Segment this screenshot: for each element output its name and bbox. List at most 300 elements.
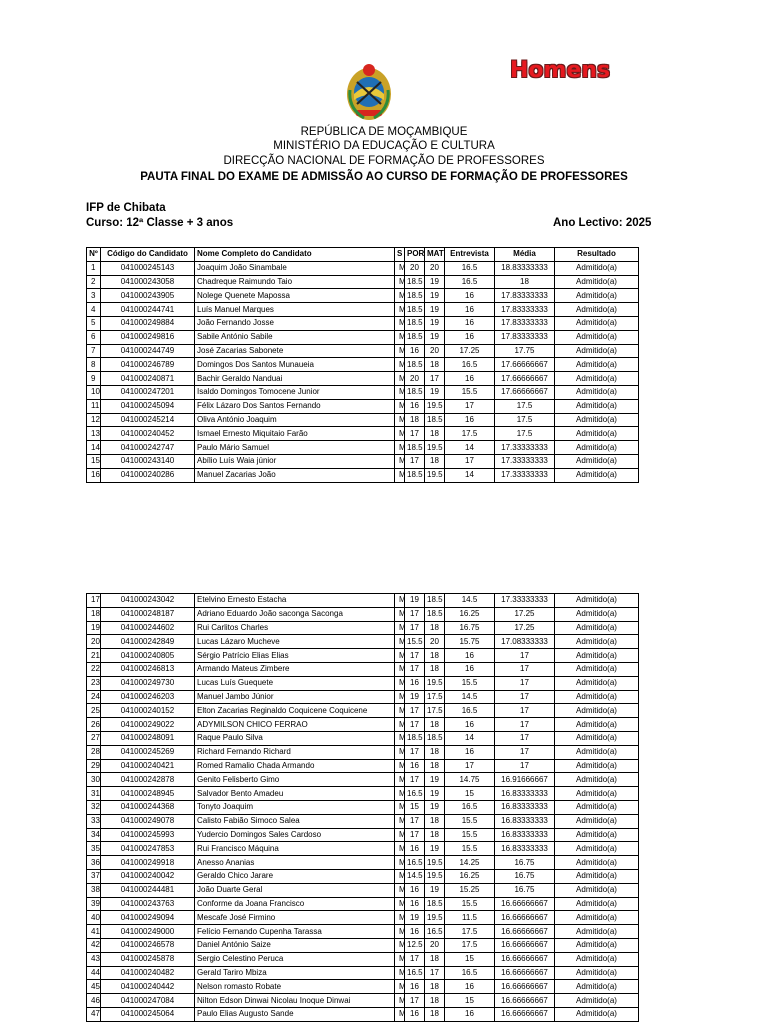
cell-col-full-name: Abílio Luís Waia júnior [195, 454, 395, 468]
cell-col-candidate-code: 041000240871 [101, 372, 195, 386]
cell-col-por: 17 [405, 607, 425, 621]
cell-col-full-name: Paulo Mário Samuel [195, 441, 395, 455]
table-row [87, 607, 639, 621]
cell-col-average: 17.25 [495, 607, 555, 621]
cell-col-por: 15 [405, 800, 425, 814]
cell-col-result: Admitido(a) [555, 275, 639, 289]
cell-col-candidate-code: 041000249816 [101, 330, 195, 344]
table-row [87, 883, 639, 897]
cell-col-number: 40 [87, 911, 101, 925]
cell-col-mat: 19.5 [425, 399, 445, 413]
cell-col-candidate-code: 041000240482 [101, 966, 195, 980]
cell-col-por: 14.5 [405, 869, 425, 883]
cell-col-sex: M [395, 662, 405, 676]
cell-col-average: 17.25 [495, 621, 555, 635]
table-row [87, 372, 639, 386]
cell-col-result: Admitido(a) [555, 358, 639, 372]
table-row [87, 704, 639, 718]
year-label: Ano Lectivo: 2025 [553, 217, 652, 229]
cell-col-sex: M [395, 814, 405, 828]
cell-col-average: 17 [495, 745, 555, 759]
cell-col-result: Admitido(a) [555, 372, 639, 386]
cell-col-por: 16 [405, 897, 425, 911]
cell-col-full-name: Nolege Quenete Mapossa [195, 289, 395, 303]
cell-col-result: Admitido(a) [555, 399, 639, 413]
cell-col-por: 18.5 [405, 468, 425, 482]
cell-col-average: 17.33333333 [495, 441, 555, 455]
cell-col-number: 4 [87, 303, 101, 317]
cell-col-interview: 15.5 [445, 676, 495, 690]
cell-col-interview: 16.5 [445, 800, 495, 814]
cell-col-sex: M [395, 275, 405, 289]
cell-col-mat: 18 [425, 745, 445, 759]
cell-col-average: 16.83333333 [495, 842, 555, 856]
cell-col-mat: 16.5 [425, 925, 445, 939]
cell-col-full-name: João Fernando Josse [195, 316, 395, 330]
cell-col-full-name: Genito Felisberto Gimo [195, 773, 395, 787]
cell-col-number: 9 [87, 372, 101, 386]
cell-col-interview: 16 [445, 316, 495, 330]
table-row [87, 994, 639, 1008]
cell-col-average: 17.08333333 [495, 635, 555, 649]
cell-col-interview: 15.5 [445, 385, 495, 399]
cell-col-number: 30 [87, 773, 101, 787]
cell-col-por: 18.5 [405, 275, 425, 289]
cell-col-average: 17.5 [495, 399, 555, 413]
cell-col-por: 18.5 [405, 303, 425, 317]
cell-col-result: Admitido(a) [555, 938, 639, 952]
cell-col-sex: M [395, 856, 405, 870]
cell-col-por: 18.5 [405, 358, 425, 372]
cell-col-result: Admitido(a) [555, 731, 639, 745]
cell-col-number: 37 [87, 869, 101, 883]
cell-col-result: Admitido(a) [555, 980, 639, 994]
cell-col-result: Admitido(a) [555, 773, 639, 787]
cell-col-number: 26 [87, 718, 101, 732]
cell-col-full-name: Nilton Edson Dinwai Nicolau Inoque Dinwai [195, 994, 395, 1008]
cell-col-sex: M [395, 869, 405, 883]
cell-col-candidate-code: 041000249918 [101, 856, 195, 870]
cell-col-candidate-code: 041000247853 [101, 842, 195, 856]
cell-col-candidate-code: 041000246203 [101, 690, 195, 704]
cell-col-result: Admitido(a) [555, 745, 639, 759]
table-body [87, 594, 639, 1022]
cell-col-number: 32 [87, 800, 101, 814]
cell-col-full-name: Luís Manuel Marques [195, 303, 395, 317]
cell-col-number: 3 [87, 289, 101, 303]
cell-col-average: 17.66666667 [495, 358, 555, 372]
cell-col-average: 17.83333333 [495, 316, 555, 330]
cell-col-candidate-code: 041000244741 [101, 303, 195, 317]
cell-col-candidate-code: 041000245269 [101, 745, 195, 759]
cell-col-mat: 18.5 [425, 607, 445, 621]
cell-col-result: Admitido(a) [555, 800, 639, 814]
cell-col-number: 34 [87, 828, 101, 842]
cell-col-result: Admitido(a) [555, 316, 639, 330]
cell-col-candidate-code: 041000246789 [101, 358, 195, 372]
cell-col-candidate-code: 041000242878 [101, 773, 195, 787]
cell-col-average: 17.33333333 [495, 454, 555, 468]
table-row [87, 427, 639, 441]
cell-col-mat: 18 [425, 649, 445, 663]
header-ministry: MINISTÉRIO DA EDUCAÇÃO E CULTURA [273, 140, 495, 152]
cell-col-sex: M [395, 690, 405, 704]
cell-col-number: 8 [87, 358, 101, 372]
cell-col-por: 18.5 [405, 385, 425, 399]
cell-col-full-name: Paulo Elias Augusto Sande [195, 1007, 395, 1021]
cell-col-interview: 17.25 [445, 344, 495, 358]
cell-col-average: 16.75 [495, 883, 555, 897]
cell-col-result: Admitido(a) [555, 662, 639, 676]
cell-col-number: 45 [87, 980, 101, 994]
cell-col-average: 17.83333333 [495, 289, 555, 303]
cell-col-candidate-code: 041000240286 [101, 468, 195, 482]
cell-col-sex: M [395, 925, 405, 939]
cell-col-candidate-code: 041000245064 [101, 1007, 195, 1021]
cell-col-mat: 19 [425, 275, 445, 289]
cell-col-mat: 20 [425, 938, 445, 952]
cell-col-sex: M [395, 344, 405, 358]
cell-col-candidate-code: 041000243058 [101, 275, 195, 289]
cell-col-sex: M [395, 828, 405, 842]
table-row [87, 718, 639, 732]
cell-col-result: Admitido(a) [555, 704, 639, 718]
cell-col-average: 18 [495, 275, 555, 289]
cell-col-por: 18 [405, 413, 425, 427]
gender-badge: Homens [510, 58, 611, 83]
cell-col-candidate-code: 041000246578 [101, 938, 195, 952]
cell-col-mat: 18 [425, 759, 445, 773]
cell-col-result: Admitido(a) [555, 427, 639, 441]
cell-col-candidate-code: 041000244602 [101, 621, 195, 635]
cell-col-average: 17 [495, 676, 555, 690]
cell-col-average: 17.33333333 [495, 468, 555, 482]
cell-col-mat: 17.5 [425, 704, 445, 718]
cell-col-result: Admitido(a) [555, 759, 639, 773]
cell-col-interview: 16.5 [445, 358, 495, 372]
cell-col-result: Admitido(a) [555, 911, 639, 925]
cell-col-por: 16.5 [405, 856, 425, 870]
table-row [87, 897, 639, 911]
cell-col-result: Admitido(a) [555, 289, 639, 303]
cell-col-interview: 16 [445, 662, 495, 676]
cell-col-result: Admitido(a) [555, 385, 639, 399]
cell-col-candidate-code: 041000240042 [101, 869, 195, 883]
cell-col-candidate-code: 041000245094 [101, 399, 195, 413]
cell-col-average: 16.66666667 [495, 994, 555, 1008]
cell-col-number: 35 [87, 842, 101, 856]
cell-col-result: Admitido(a) [555, 635, 639, 649]
cell-col-number: 27 [87, 731, 101, 745]
table-row [87, 731, 639, 745]
cell-col-sex: M [395, 676, 405, 690]
cell-col-por: 18.5 [405, 441, 425, 455]
cell-col-interview: 17.5 [445, 938, 495, 952]
cell-col-interview: 17.5 [445, 427, 495, 441]
cell-col-full-name: Domingos Dos Santos Munaueia [195, 358, 395, 372]
cell-col-full-name: Romed Ramalio Chada Armando [195, 759, 395, 773]
cell-col-candidate-code: 041000240421 [101, 759, 195, 773]
header-col-number: Nº [87, 248, 101, 262]
table-row [87, 980, 639, 994]
cell-col-interview: 15.25 [445, 883, 495, 897]
cell-col-sex: M [395, 1007, 405, 1021]
cell-col-interview: 17 [445, 454, 495, 468]
cell-col-por: 17 [405, 704, 425, 718]
cell-col-interview: 16.5 [445, 704, 495, 718]
cell-col-full-name: Manuel Jambo Júnior [195, 690, 395, 704]
cell-col-average: 17 [495, 731, 555, 745]
table-row [87, 690, 639, 704]
cell-col-full-name: Geraldo Chico Jarare [195, 869, 395, 883]
cell-col-mat: 18 [425, 621, 445, 635]
cell-col-full-name: Sergio Celestino Peruca [195, 952, 395, 966]
cell-col-mat: 18 [425, 662, 445, 676]
cell-col-mat: 17 [425, 372, 445, 386]
table-row [87, 635, 639, 649]
table-row [87, 800, 639, 814]
cell-col-result: Admitido(a) [555, 897, 639, 911]
cell-col-result: Admitido(a) [555, 1007, 639, 1021]
cell-col-full-name: Sérgio Patrício Elias Elias [195, 649, 395, 663]
cell-col-por: 20 [405, 372, 425, 386]
cell-col-mat: 18 [425, 952, 445, 966]
cell-col-interview: 14.25 [445, 856, 495, 870]
cell-col-interview: 17 [445, 759, 495, 773]
table-row [87, 759, 639, 773]
cell-col-number: 38 [87, 883, 101, 897]
header-col-por: POR [405, 248, 425, 262]
cell-col-interview: 16.25 [445, 607, 495, 621]
cell-col-mat: 18.5 [425, 731, 445, 745]
cell-col-sex: M [395, 330, 405, 344]
table-row [87, 316, 639, 330]
cell-col-average: 16.91666667 [495, 773, 555, 787]
cell-col-candidate-code: 041000249094 [101, 911, 195, 925]
cell-col-interview: 14 [445, 468, 495, 482]
cell-col-candidate-code: 041000245993 [101, 828, 195, 842]
cell-col-number: 36 [87, 856, 101, 870]
cell-col-number: 44 [87, 966, 101, 980]
cell-col-number: 43 [87, 952, 101, 966]
cell-col-candidate-code: 041000244368 [101, 800, 195, 814]
cell-col-result: Admitido(a) [555, 925, 639, 939]
cell-col-candidate-code: 041000243140 [101, 454, 195, 468]
course-label: Curso: 12ª Classe + 3 anos [86, 217, 234, 229]
cell-col-por: 16 [405, 676, 425, 690]
cell-col-candidate-code: 041000240452 [101, 427, 195, 441]
cell-col-sex: M [395, 745, 405, 759]
cell-col-result: Admitido(a) [555, 952, 639, 966]
header-col-full-name: Nome Completo do Candidato [195, 248, 395, 262]
cell-col-mat: 18 [425, 358, 445, 372]
cell-col-number: 13 [87, 427, 101, 441]
cell-col-average: 16.75 [495, 856, 555, 870]
cell-col-por: 18.5 [405, 316, 425, 330]
cell-col-sex: M [395, 468, 405, 482]
cell-col-full-name: Calisto Fabião Simoco Salea [195, 814, 395, 828]
cell-col-interview: 15.5 [445, 828, 495, 842]
cell-col-mat: 17 [425, 966, 445, 980]
table-row [87, 303, 639, 317]
table-row [87, 869, 639, 883]
cell-col-number: 23 [87, 676, 101, 690]
table-row [87, 938, 639, 952]
cell-col-sex: M [395, 980, 405, 994]
cell-col-interview: 16.5 [445, 261, 495, 275]
cell-col-number: 22 [87, 662, 101, 676]
cell-col-average: 16.66666667 [495, 980, 555, 994]
table-row [87, 925, 639, 939]
cell-col-full-name: Bachir Geraldo Nanduai [195, 372, 395, 386]
cell-col-number: 33 [87, 814, 101, 828]
cell-col-candidate-code: 041000245878 [101, 952, 195, 966]
cell-col-sex: M [395, 441, 405, 455]
cell-col-por: 17 [405, 621, 425, 635]
cell-col-candidate-code: 041000248091 [101, 731, 195, 745]
cell-col-candidate-code: 041000242747 [101, 441, 195, 455]
cell-col-candidate-code: 041000249022 [101, 718, 195, 732]
cell-col-sex: M [395, 399, 405, 413]
cell-col-average: 17.33333333 [495, 594, 555, 608]
cell-col-average: 16.83333333 [495, 828, 555, 842]
cell-col-mat: 18 [425, 1007, 445, 1021]
cell-col-candidate-code: 041000244749 [101, 344, 195, 358]
cell-col-number: 5 [87, 316, 101, 330]
cell-col-full-name: José Zacarias Sabonete [195, 344, 395, 358]
cell-col-result: Admitido(a) [555, 303, 639, 317]
cell-col-por: 17 [405, 454, 425, 468]
table-row [87, 966, 639, 980]
table-row [87, 594, 639, 608]
cell-col-por: 18.5 [405, 731, 425, 745]
cell-col-full-name: Chadreque Raimundo Taio [195, 275, 395, 289]
cell-col-result: Admitido(a) [555, 413, 639, 427]
cell-col-candidate-code: 041000243042 [101, 594, 195, 608]
cell-col-average: 17 [495, 649, 555, 663]
cell-col-result: Admitido(a) [555, 594, 639, 608]
cell-col-mat: 19 [425, 842, 445, 856]
cell-col-average: 17 [495, 718, 555, 732]
cell-col-mat: 20 [425, 635, 445, 649]
cell-col-interview: 16.25 [445, 869, 495, 883]
cell-col-average: 17.5 [495, 427, 555, 441]
cell-col-por: 18.5 [405, 289, 425, 303]
cell-col-sex: M [395, 372, 405, 386]
cell-col-full-name: Tonyto Joaquim [195, 800, 395, 814]
cell-col-por: 17 [405, 745, 425, 759]
header-col-average: Média [495, 248, 555, 262]
cell-col-result: Admitido(a) [555, 441, 639, 455]
cell-col-interview: 15.5 [445, 814, 495, 828]
cell-col-number: 2 [87, 275, 101, 289]
cell-col-sex: M [395, 842, 405, 856]
cell-col-average: 17.66666667 [495, 385, 555, 399]
cell-col-interview: 16.5 [445, 275, 495, 289]
cell-col-interview: 16.5 [445, 966, 495, 980]
header-title: PAUTA FINAL DO EXAME DE ADMISSÃO AO CURSO DE FORMAÇÃO DE PROFESSORES [140, 171, 628, 183]
cell-col-mat: 19 [425, 316, 445, 330]
cell-col-candidate-code: 041000247201 [101, 385, 195, 399]
cell-col-result: Admitido(a) [555, 718, 639, 732]
cell-col-result: Admitido(a) [555, 787, 639, 801]
cell-col-por: 16.5 [405, 787, 425, 801]
cell-col-full-name: ADYMILSON CHICO FERRAO [195, 718, 395, 732]
cell-col-por: 12.5 [405, 938, 425, 952]
cell-col-average: 17.83333333 [495, 303, 555, 317]
cell-col-number: 29 [87, 759, 101, 773]
table-row [87, 787, 639, 801]
cell-col-result: Admitido(a) [555, 454, 639, 468]
cell-col-average: 16.83333333 [495, 814, 555, 828]
cell-col-result: Admitido(a) [555, 856, 639, 870]
cell-col-mat: 18 [425, 980, 445, 994]
table-row [87, 773, 639, 787]
cell-col-average: 17.66666667 [495, 372, 555, 386]
cell-col-interview: 17.5 [445, 925, 495, 939]
cell-col-mat: 19.5 [425, 856, 445, 870]
cell-col-interview: 17 [445, 399, 495, 413]
cell-col-full-name: Lucas Luís Guequete [195, 676, 395, 690]
cell-col-average: 16.66666667 [495, 966, 555, 980]
cell-col-candidate-code: 041000244481 [101, 883, 195, 897]
cell-col-average: 16.83333333 [495, 787, 555, 801]
cell-col-interview: 14 [445, 731, 495, 745]
cell-col-average: 17 [495, 662, 555, 676]
cell-col-full-name: Gerald Tariro Mbiza [195, 966, 395, 980]
cell-col-average: 16.66666667 [495, 938, 555, 952]
cell-col-candidate-code: 041000249078 [101, 814, 195, 828]
cell-col-result: Admitido(a) [555, 344, 639, 358]
table-header-row [87, 248, 639, 262]
cell-col-por: 20 [405, 261, 425, 275]
cell-col-interview: 16 [445, 330, 495, 344]
table-row [87, 662, 639, 676]
cell-col-sex: M [395, 621, 405, 635]
cell-col-full-name: João Duarte Geral [195, 883, 395, 897]
cell-col-full-name: Mescafe José Firmino [195, 911, 395, 925]
cell-col-sex: M [395, 427, 405, 441]
cell-col-full-name: Armando Mateus Zimbere [195, 662, 395, 676]
cell-col-mat: 18 [425, 994, 445, 1008]
cell-col-por: 17 [405, 814, 425, 828]
cell-col-interview: 14.5 [445, 690, 495, 704]
cell-col-por: 16 [405, 842, 425, 856]
cell-col-mat: 17.5 [425, 690, 445, 704]
cell-col-mat: 18 [425, 427, 445, 441]
cell-col-number: 1 [87, 261, 101, 275]
cell-col-mat: 19 [425, 289, 445, 303]
cell-col-mat: 19 [425, 773, 445, 787]
table-row [87, 952, 639, 966]
cell-col-candidate-code: 041000240152 [101, 704, 195, 718]
cell-col-por: 17 [405, 828, 425, 842]
cell-col-number: 28 [87, 745, 101, 759]
cell-col-sex: M [395, 938, 405, 952]
cell-col-por: 19 [405, 594, 425, 608]
table-row [87, 344, 639, 358]
cell-col-por: 16 [405, 399, 425, 413]
cell-col-por: 17 [405, 994, 425, 1008]
table-row [87, 454, 639, 468]
cell-col-sex: M [395, 303, 405, 317]
table-row [87, 413, 639, 427]
cell-col-interview: 16 [445, 649, 495, 663]
cell-col-mat: 18.5 [425, 413, 445, 427]
header-republic: REPÚBLICA DE MOÇAMBIQUE [300, 126, 468, 138]
cell-col-number: 11 [87, 399, 101, 413]
cell-col-average: 18.83333333 [495, 261, 555, 275]
